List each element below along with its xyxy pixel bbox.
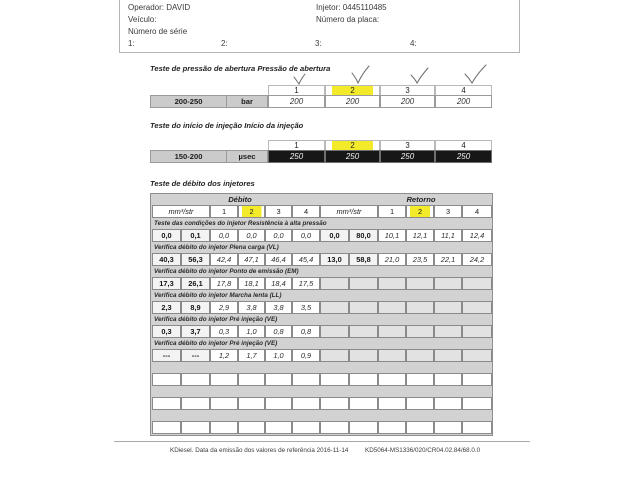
return-injector-1-value <box>378 301 406 314</box>
injector-label: Injetor: <box>316 3 341 12</box>
return-injector-3-value <box>434 349 462 362</box>
serial-slot-4: 4: <box>410 39 417 48</box>
empty-cell <box>462 421 492 434</box>
return-injector-4-value: 24,2 <box>462 253 492 266</box>
delivery-reference-value-2: 0,1 <box>181 229 210 242</box>
empty-cell <box>238 421 265 434</box>
empty-cell <box>406 397 434 410</box>
empty-band <box>152 386 492 397</box>
delivery-injector-4-value: 0,0 <box>292 229 320 242</box>
injector-value: 0445110485 <box>342 3 387 12</box>
empty-cell <box>265 421 292 434</box>
return-column-header-3: 3 <box>434 205 462 218</box>
return-reference-value-1: 13,0 <box>320 253 349 266</box>
return-injector-4-value <box>462 301 492 314</box>
empty-cell <box>210 421 238 434</box>
delivery-injector-3-value: 0,0 <box>265 229 292 242</box>
return-reference-value-2 <box>349 349 378 362</box>
opening-pressure-value-1: 200 <box>268 95 325 108</box>
delivery-reference-value-1: 0,3 <box>152 325 181 338</box>
test-section-label-6: Verifica débito do injetor Pré injeção (VE) <box>154 340 278 347</box>
empty-cell <box>265 373 292 386</box>
handwritten-check-icon <box>465 65 486 83</box>
operator-field <box>128 3 190 13</box>
footer-reference-note: KDiesel. Data da emissão dos valores de referência 2016-11-14 <box>170 447 349 454</box>
delivery-injector-3-value: 0,8 <box>265 325 292 338</box>
delivery-injector-4-value: 0,8 <box>292 325 320 338</box>
delivery-injector-2-value: 0,0 <box>238 229 265 242</box>
empty-cell <box>378 397 406 410</box>
return-reference-value-1 <box>320 277 349 290</box>
header-box-right-border <box>519 0 520 53</box>
empty-cell <box>181 397 210 410</box>
delivery-reference-value-1: 40,3 <box>152 253 181 266</box>
empty-cell <box>320 373 349 386</box>
injection-start-column-2: 2 <box>325 140 380 150</box>
empty-cell <box>434 421 462 434</box>
footer-divider <box>114 441 530 442</box>
empty-cell <box>152 397 181 410</box>
injection-start-column-3: 3 <box>380 140 435 150</box>
delivery-injector-4-value: 3,5 <box>292 301 320 314</box>
delivery-injector-2-value: 47,1 <box>238 253 265 266</box>
empty-cell <box>181 421 210 434</box>
empty-cell <box>349 373 378 386</box>
delivery-reference-value-2: 26,1 <box>181 277 210 290</box>
empty-cell <box>378 421 406 434</box>
return-injector-1-value <box>378 325 406 338</box>
plate-label: Número da placa: <box>316 15 380 24</box>
empty-cell <box>292 397 320 410</box>
return-injector-2-value <box>406 349 434 362</box>
empty-band <box>152 362 492 373</box>
vehicle-label: Veículo: <box>128 15 157 24</box>
empty-cell <box>292 373 320 386</box>
empty-cell <box>210 397 238 410</box>
empty-cell <box>265 397 292 410</box>
injector-field <box>316 3 387 13</box>
return-injector-1-value <box>378 277 406 290</box>
empty-cell <box>320 421 349 434</box>
return-injector-3-value: 11,1 <box>434 229 462 242</box>
return-injector-3-value <box>434 277 462 290</box>
delivery-header: Débito <box>228 195 252 204</box>
return-injector-1-value <box>378 349 406 362</box>
test-section-label-1: Teste das condições do injetor Resistência à alta pressão <box>154 220 327 227</box>
opening-pressure-range: 200-250 <box>150 95 227 108</box>
delivery-injector-2-value: 3,8 <box>238 301 265 314</box>
operator-label: Operador: <box>128 3 165 12</box>
return-injector-4-value <box>462 277 492 290</box>
return-column-header-4: 4 <box>462 205 492 218</box>
empty-cell <box>210 373 238 386</box>
opening-pressure-column-2: 2 <box>325 85 380 95</box>
delivery-reference-value-2: 3,7 <box>181 325 210 338</box>
return-injector-2-value <box>406 277 434 290</box>
return-injector-4-value <box>462 325 492 338</box>
return-injector-2-value: 23,5 <box>406 253 434 266</box>
return-injector-2-value <box>406 301 434 314</box>
operator-value: DAVID <box>166 3 191 12</box>
return-injector-4-value: 12,4 <box>462 229 492 242</box>
delivery-column-header-2: 2 <box>238 205 265 218</box>
delivery-injector-1-value: 2,9 <box>210 301 238 314</box>
empty-cell <box>434 373 462 386</box>
delivery-injector-1-value: 42,4 <box>210 253 238 266</box>
injection-start-title: Teste do início de injeção Início da injeção <box>150 121 304 130</box>
delivery-column-header-3: 3 <box>265 205 292 218</box>
empty-cell <box>181 373 210 386</box>
test-section-label-2: Verifica débito do injetor Plena carga (VL) <box>154 244 279 251</box>
return-injector-1-value: 21,0 <box>378 253 406 266</box>
empty-cell <box>349 397 378 410</box>
empty-cell <box>238 373 265 386</box>
delivery-injector-1-value: 17,8 <box>210 277 238 290</box>
return-reference-value-2 <box>349 277 378 290</box>
opening-pressure-value-2: 200 <box>325 95 380 108</box>
delivery-reference-value-2: 8,9 <box>181 301 210 314</box>
footer-code: KD5064-MS1336/020/CR04.02.84/68.0.0 <box>365 447 481 454</box>
delivery-column-header-4: 4 <box>292 205 320 218</box>
return-injector-1-value: 10,1 <box>378 229 406 242</box>
delivery-reference-value-1: 2,3 <box>152 301 181 314</box>
opening-pressure-value-4: 200 <box>435 95 492 108</box>
return-column-header-2: 2 <box>406 205 434 218</box>
return-injector-2-value: 12,1 <box>406 229 434 242</box>
delivery-reference-value-1: --- <box>152 349 181 362</box>
delivery-injector-4-value: 45,4 <box>292 253 320 266</box>
empty-band <box>152 410 492 421</box>
delivery-injector-1-value: 1,2 <box>210 349 238 362</box>
empty-cell <box>152 421 181 434</box>
opening-pressure-column-3: 3 <box>380 85 435 95</box>
empty-cell <box>462 397 492 410</box>
return-reference-value-2: 58,8 <box>349 253 378 266</box>
empty-cell <box>378 373 406 386</box>
handwritten-check-icon <box>411 68 428 83</box>
delivery-injector-4-value: 0,9 <box>292 349 320 362</box>
flow-test-title: Teste de débito dos injetores <box>150 179 255 188</box>
injection-start-column-1: 1 <box>268 140 325 150</box>
delivery-injector-3-value: 1,0 <box>265 349 292 362</box>
empty-cell <box>320 397 349 410</box>
handwritten-check-icon <box>294 74 305 84</box>
header-box-left-border <box>119 0 120 53</box>
return-injector-2-value <box>406 325 434 338</box>
injection-start-unit: µsec <box>226 150 268 163</box>
injection-start-column-4: 4 <box>435 140 492 150</box>
delivery-injector-3-value: 18,4 <box>265 277 292 290</box>
empty-cell <box>238 397 265 410</box>
delivery-reference-value-2: --- <box>181 349 210 362</box>
return-header: Retorno <box>406 195 436 204</box>
return-reference-value-1 <box>320 325 349 338</box>
empty-cell <box>406 421 434 434</box>
return-injector-3-value: 22,1 <box>434 253 462 266</box>
return-reference-value-2 <box>349 301 378 314</box>
return-reference-value-2 <box>349 325 378 338</box>
empty-cell <box>406 373 434 386</box>
delivery-reference-value-1: 17,3 <box>152 277 181 290</box>
return-reference-value-1: 0,0 <box>320 229 349 242</box>
header-box-bottom-border <box>119 52 520 53</box>
test-section-label-5: Verifica débito do injetor Pré injeção (VE) <box>154 316 278 323</box>
injection-start-value-3: 250 <box>380 150 435 163</box>
serial-slot-2: 2: <box>221 39 228 48</box>
empty-cell <box>152 373 181 386</box>
delivery-reference-value-2: 56,3 <box>181 253 210 266</box>
delivery-injector-3-value: 3,8 <box>265 301 292 314</box>
delivery-unit-header: mm³/str <box>152 205 210 218</box>
handwritten-check-icon <box>352 66 369 83</box>
test-section-label-3: Verifica débito do injetor Ponto de emissão (EM) <box>154 268 299 275</box>
injection-start-range: 150-200 <box>150 150 227 163</box>
return-unit-header: mm³/str <box>320 205 378 218</box>
delivery-column-header-1: 1 <box>210 205 238 218</box>
delivery-injector-3-value: 46,4 <box>265 253 292 266</box>
flow-test-table <box>150 193 493 436</box>
opening-pressure-column-4: 4 <box>435 85 492 95</box>
opening-pressure-value-3: 200 <box>380 95 435 108</box>
opening-pressure-unit: bar <box>226 95 268 108</box>
serial-slot-3: 3: <box>315 39 322 48</box>
empty-cell <box>292 421 320 434</box>
return-column-header-1: 1 <box>378 205 406 218</box>
delivery-injector-4-value: 17,5 <box>292 277 320 290</box>
delivery-injector-1-value: 0,3 <box>210 325 238 338</box>
delivery-injector-2-value: 1,0 <box>238 325 265 338</box>
serial-slot-1: 1: <box>128 39 135 48</box>
delivery-injector-2-value: 18,1 <box>238 277 265 290</box>
delivery-injector-1-value: 0,0 <box>210 229 238 242</box>
empty-cell <box>462 373 492 386</box>
return-reference-value-1 <box>320 301 349 314</box>
return-injector-3-value <box>434 325 462 338</box>
delivery-reference-value-1: 0,0 <box>152 229 181 242</box>
empty-cell <box>434 397 462 410</box>
injection-start-value-4: 250 <box>435 150 492 163</box>
injection-start-value-2: 250 <box>325 150 380 163</box>
return-reference-value-1 <box>320 349 349 362</box>
return-reference-value-2: 80,0 <box>349 229 378 242</box>
opening-pressure-title: Teste de pressão de abertura Pressão de abertura <box>150 64 331 73</box>
empty-cell <box>349 421 378 434</box>
test-section-label-4: Verifica débito do injetor Marcha lenta (LL) <box>154 292 282 299</box>
opening-pressure-column-1: 1 <box>268 85 325 95</box>
injection-start-value-1: 250 <box>268 150 325 163</box>
serial-label: Número de série <box>128 27 188 36</box>
return-injector-3-value <box>434 301 462 314</box>
delivery-injector-2-value: 1,7 <box>238 349 265 362</box>
return-injector-4-value <box>462 349 492 362</box>
